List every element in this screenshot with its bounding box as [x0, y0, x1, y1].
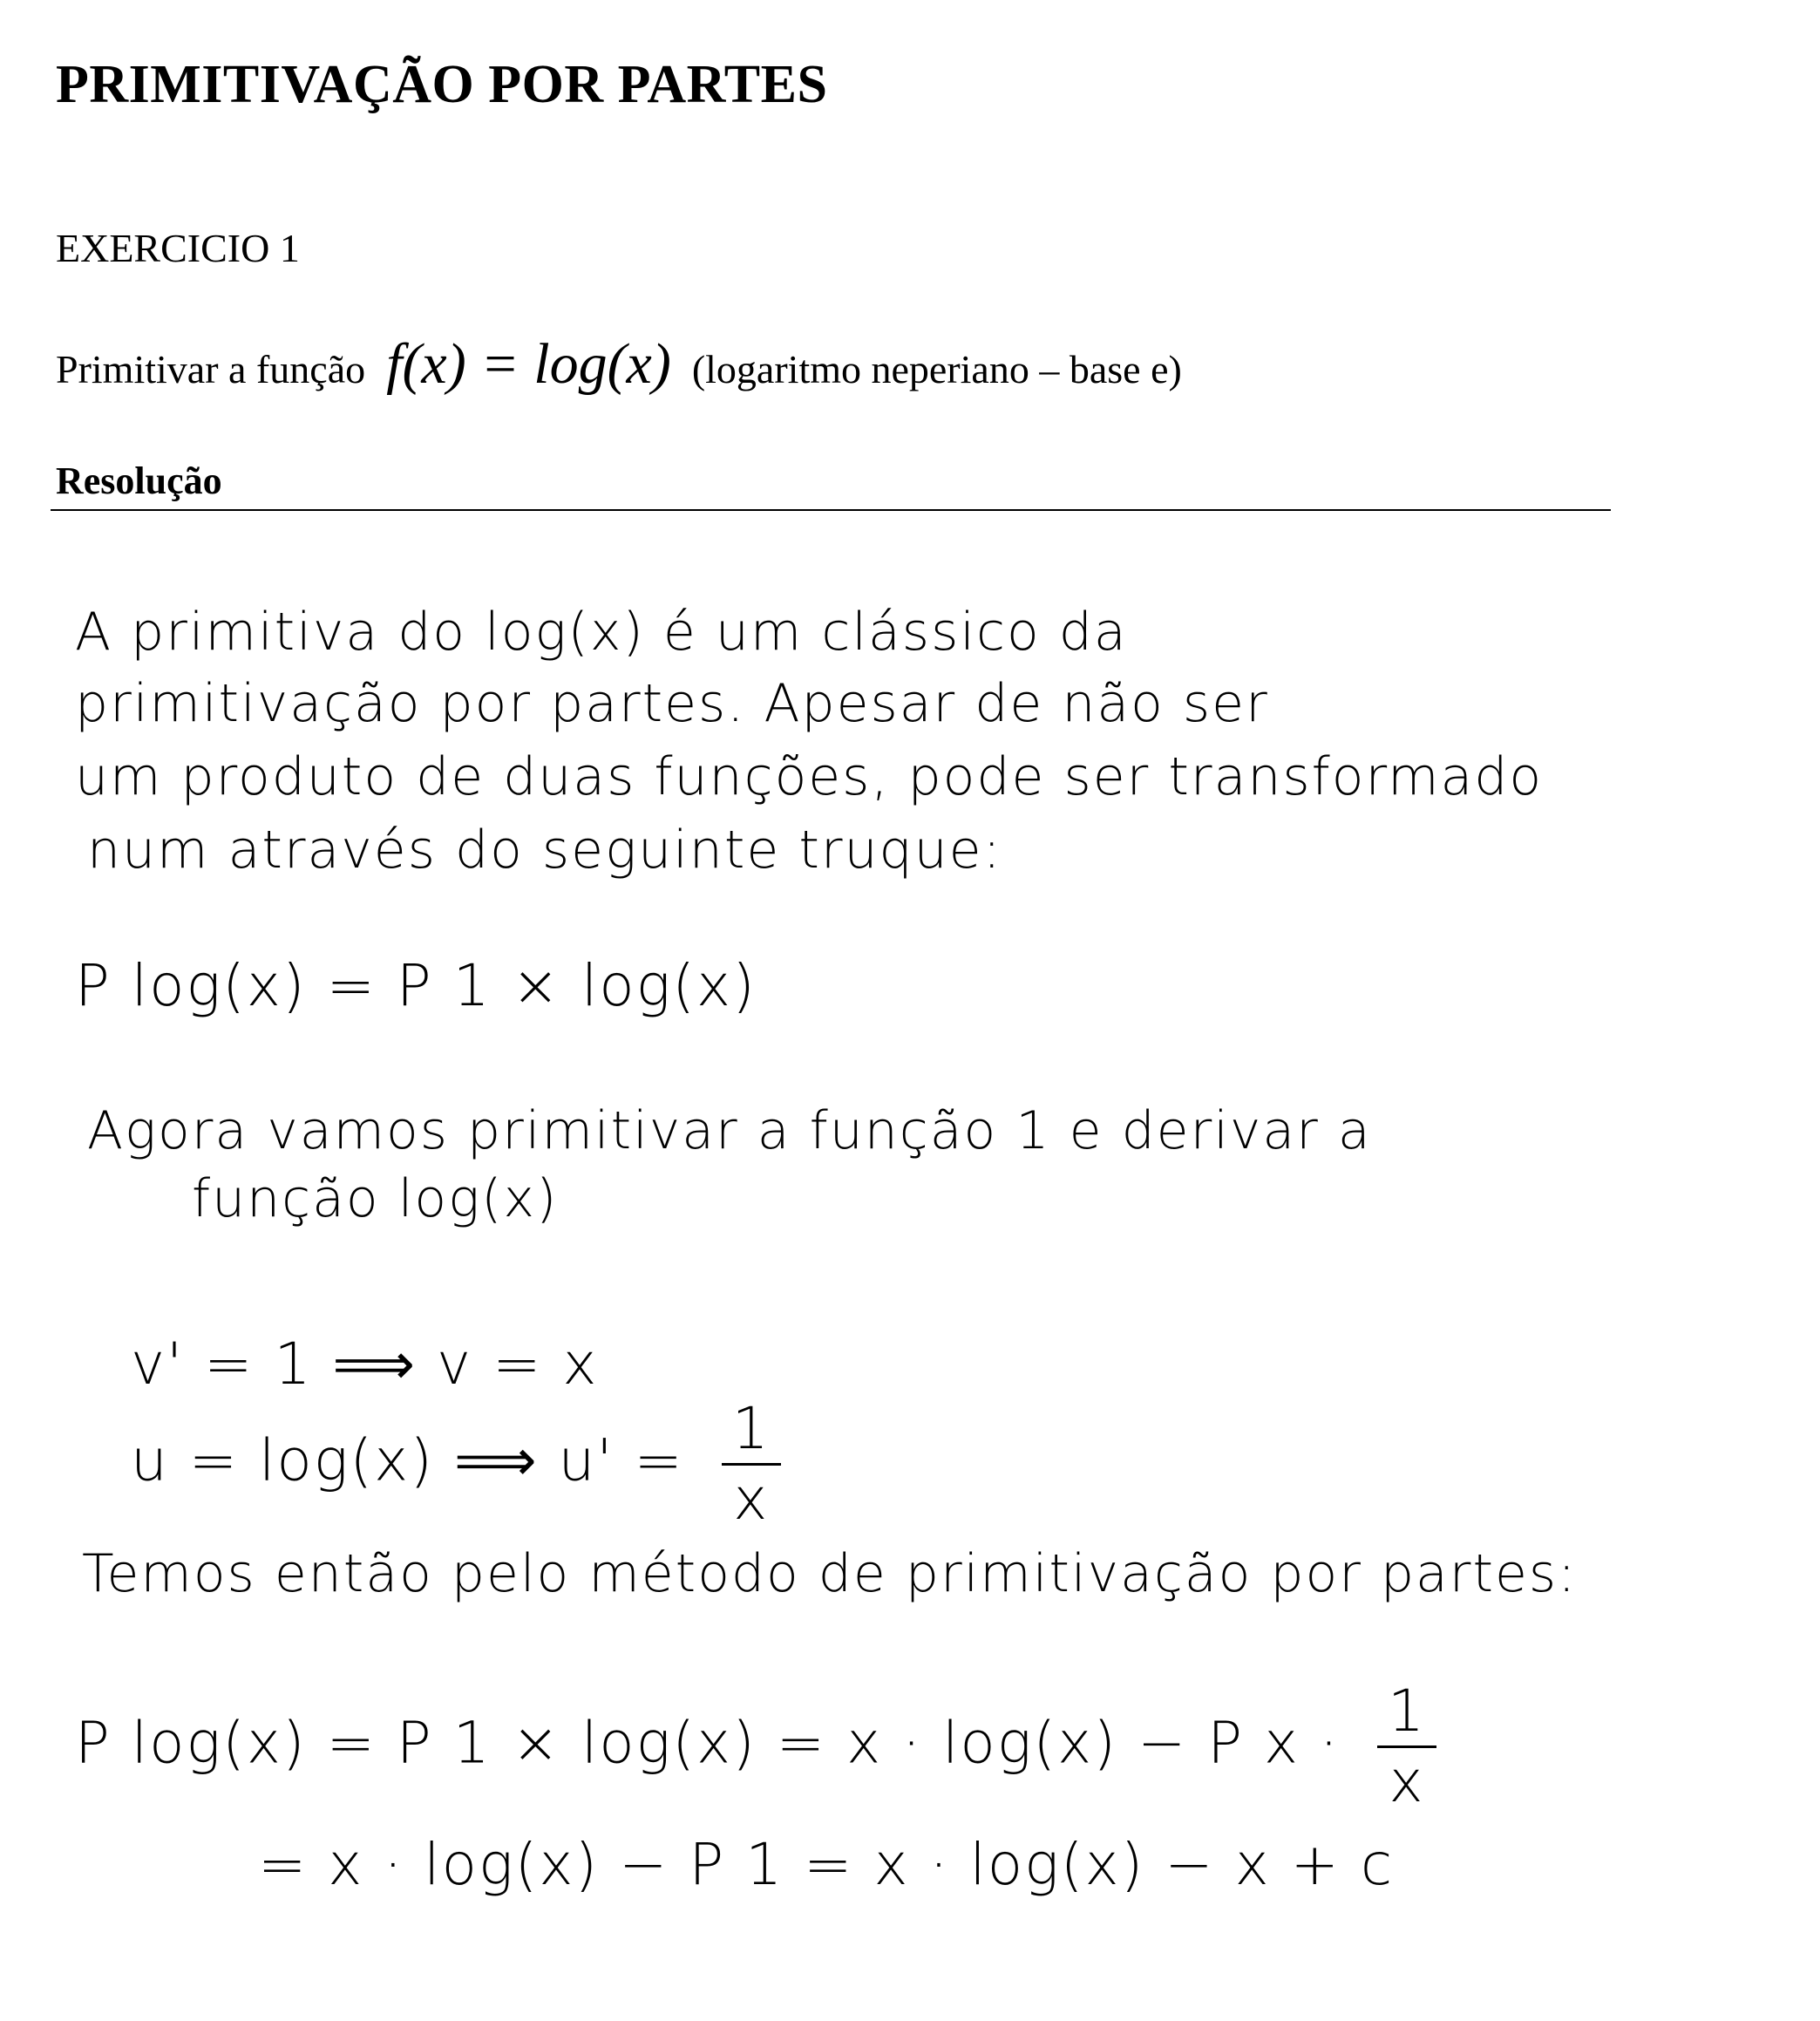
derivation-u-line: [131, 1395, 781, 1533]
method-line: Temos então pelo método de primitivação por partes:: [82, 1543, 1578, 1604]
exercise-label: EXERCICIO 1: [56, 226, 300, 270]
intro-line-2: primitivação por partes. Apesar de não ser: [75, 673, 1269, 734]
result-fraction: [1377, 1677, 1436, 1815]
intro-line-1: A primitiva do log(x) é um clássico da: [75, 602, 1128, 663]
section-divider: [51, 509, 1611, 511]
page-title: PRIMITIVAÇÃO POR PARTES: [56, 55, 828, 114]
problem-suffix: (logaritmo neperiano – base e): [691, 347, 1182, 391]
fraction-numerator: 1: [1377, 1683, 1436, 1748]
fraction-numerator: 1: [722, 1400, 781, 1466]
problem-prefix: Primitivar a função: [56, 347, 366, 391]
fraction-denominator: x: [1389, 1748, 1425, 1815]
problem-statement: [56, 331, 1182, 398]
result-line-1: [75, 1677, 1436, 1815]
intro-line-4: num através do seguinte truque:: [87, 820, 1002, 881]
derivation-v-line: v' = 1 ⟹ v = x: [131, 1330, 599, 1398]
derivation-u-left: u = log(x) ⟹ u' =: [131, 1426, 684, 1494]
trick-equation: P log(x) = P 1 × log(x): [75, 952, 757, 1019]
derivation-u-fraction: [722, 1395, 781, 1533]
fraction-denominator: x: [733, 1466, 770, 1533]
resolution-heading: Resolução: [56, 459, 222, 502]
now-line-2: função log(x): [192, 1168, 559, 1229]
intro-line-3: um produto de duas funções, pode ser transformado: [75, 746, 1544, 807]
problem-formula: f(x) = log(x): [386, 332, 671, 396]
result-line-2: = x · log(x) − P 1 = x · log(x) − x + c: [258, 1831, 1395, 1898]
now-line-1: Agora vamos primitivar a função 1 e derivar a: [87, 1100, 1372, 1161]
result-line-1-left: P log(x) = P 1 × log(x) = x · log(x) − P x ·: [75, 1709, 1341, 1777]
